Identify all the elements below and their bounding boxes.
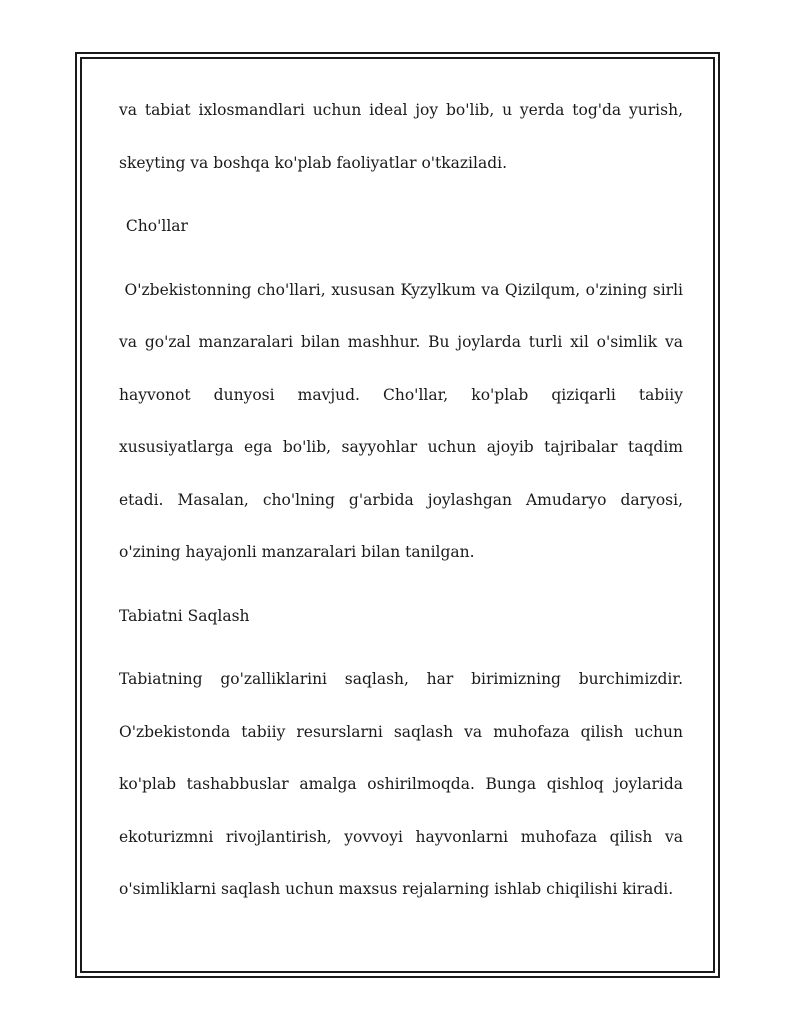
section-paragraph-chollar: O'zbekistonning cho'llari, xususan Kyzylkum va Qizilqum, o'zining sirli va go'zal manzaralari bilan mashhur. Bu joylarda turli xil o'simlik va hayvonot dunyosi mavjud. Cho'llar, ko'plab qiziqarli tabiiy xususiyatlarga ega bo'lib, sayyohlar uchun ajoyib tajribalar taqdim etadi. Masalan, cho'lning g'arbida joylashgan Amudaryo daryosi, o'zining hayajonli manzaralari bilan tanilgan. (119, 280, 688, 561)
section-paragraph-tabiatni-saqlash: Tabiatning go'zalliklarini saqlash, har birimizning burchimizdir. O'zbekistonda tabiiy resurslarni saqlash va muhofaza qilish uchun ko'plab tashabbuslar amalga oshirilmoqda. Bunga qishloq joylarida ekoturizmni rivojlantirish, yovvoyi hayvonlarni muhofaza qilish va o'simliklarni saqlash uchun maxsus rejalarning ishlab chiqilishi kiradi. (119, 670, 683, 898)
document-body (119, 84, 688, 916)
intro-paragraph: va tabiat ixlosmandlari uchun ideal joy bo'lib, u yerda tog'da yurish, skeyting va boshqa ko'plab faoliyatlar o'tkaziladi. (119, 101, 683, 172)
section-heading-tabiatni-saqlash: Tabiatni Saqlash (119, 606, 250, 625)
section-heading-chollar: Cho'llar (121, 217, 188, 235)
